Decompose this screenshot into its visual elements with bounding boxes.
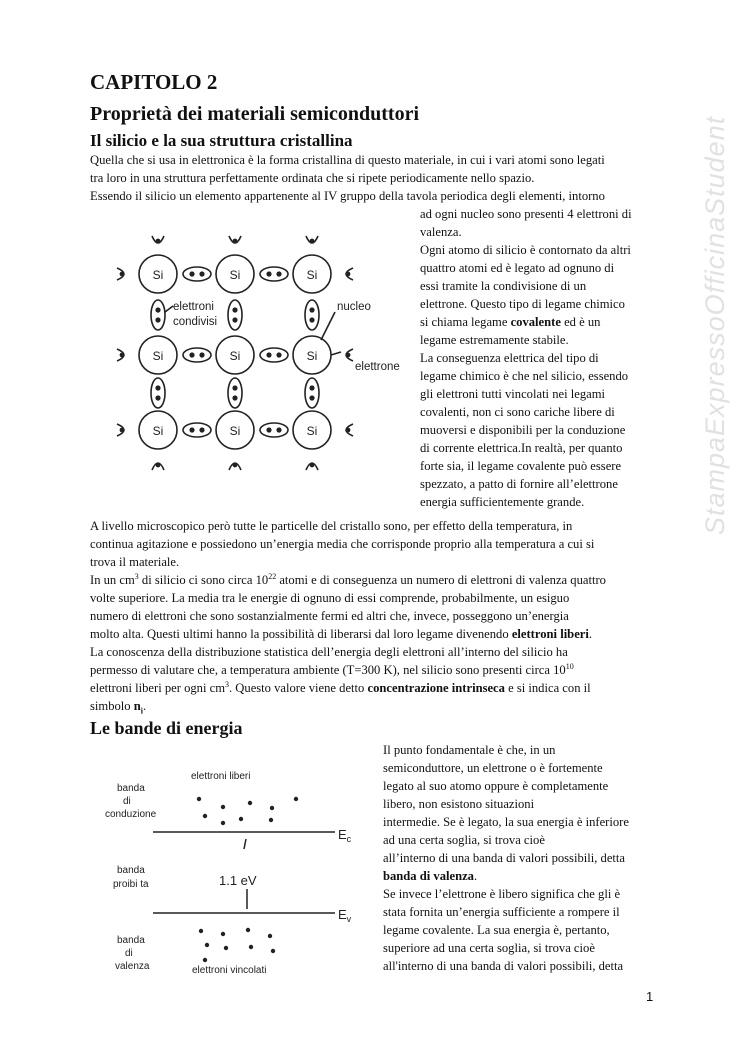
atom-label: Si — [152, 349, 164, 363]
label-gap: proibi ta — [113, 879, 149, 890]
atom-label: Si — [152, 424, 164, 438]
label-shared-electrons: elettroni — [173, 301, 214, 313]
label-ec: $E_c$ — [338, 827, 352, 844]
label-conduction: banda — [117, 783, 145, 794]
label-electron: elettrone — [355, 361, 400, 373]
atom-label: Si — [306, 268, 318, 282]
text-line: In un $cm^3$ di silicio ci sono circa $10^{22}$ atomi e di conseguenza un numero di elettroni di valenza quattro — [90, 571, 606, 587]
text-line: valenza. — [420, 225, 462, 239]
section1-intro-text — [90, 151, 605, 205]
text-line: simbolo $n_i$. — [90, 699, 147, 716]
text-line: essi tramite la condivisione di un — [420, 279, 587, 293]
text-line: tra loro in una struttura perfettamente ordinata che si ripete periodicamente nello spazio. — [90, 171, 535, 185]
text-line: molto alta. Questi ultimi hanno la possibilità di liberarsi dal loro legame divenendo elettroni liberi. — [90, 627, 593, 641]
section2-side-text — [383, 741, 629, 975]
section-heading-silicon: Il silicio e la sua struttura cristallina — [90, 131, 353, 150]
text-line: quattro atomi ed è legato ad ognuno di — [420, 261, 615, 275]
bound-electrons-dots — [199, 928, 275, 962]
atom-label: Si — [152, 268, 164, 282]
text-line: stata fornita un’energia sufficiente a rompere il — [383, 905, 620, 919]
text-line: covalenti, non ci sono cariche libere di — [420, 405, 615, 419]
label-valence: banda — [117, 935, 145, 946]
label-gap: banda — [117, 865, 145, 876]
text-line: volte superiore. La media tra le energie di ognuno di essi comprende, probabilmente, un esiguo — [90, 591, 570, 605]
text-line: Il punto fondamentale è che, in un — [383, 743, 556, 757]
label-shared-electrons-2: condivisi — [173, 316, 218, 328]
text-line: Quella che si usa in elettronica è la forma cristallina di questo materiale, in cui i vari atomi sono legati — [90, 153, 605, 167]
text-line: ad ogni nucleo sono presenti 4 elettroni di — [420, 207, 632, 221]
label-nucleus: nucleo — [337, 301, 371, 313]
label-valence: di — [125, 948, 133, 959]
atom-label: Si — [306, 349, 318, 363]
label-valence: valenza — [115, 961, 150, 972]
text-line: A livello microscopico però tutte le particelle del cristallo sono, per effetto della temperatura, in — [90, 519, 573, 533]
text-line: trova il materiale. — [90, 555, 180, 569]
section-heading-energy-bands: Le bande di energia — [90, 718, 243, 738]
section1-body-text — [90, 517, 606, 715]
text-line: legame estremamente stabile. — [420, 333, 569, 347]
text-line: legato al suo atomo oppure è completamente — [383, 779, 609, 793]
band-gap-value: 1.1 eV — [219, 873, 257, 888]
text-line: legame chimico è che nel silicio, essendo — [420, 369, 629, 383]
section1-side-text — [420, 205, 632, 511]
text-line: Se invece l’elettrone è libero significa che gli è — [383, 887, 621, 901]
text-line: permesso di valutare che, a temperatura ambiente (T=300 K), nel silicio sono presenti circa $10^{10}$ — [90, 661, 574, 677]
atom-label: Si — [229, 424, 241, 438]
text-line: Ogni atomo di silicio è contornato da altri — [420, 243, 631, 257]
text-line: superiore ad una certa soglia, si trova cioè — [383, 941, 595, 955]
label-conduction: conduzione — [105, 809, 157, 820]
energy-band-diagram — [95, 763, 365, 983]
text-line: legame covalente. La sua energia è, pertanto, — [383, 923, 610, 937]
chapter-title: Proprietà dei materiali semiconduttori — [90, 103, 420, 125]
chapter-heading: CAPITOLO 2 — [90, 70, 218, 94]
text-line: La conseguenza elettrica del tipo di — [420, 351, 599, 365]
text-line: Essendo il silicio un elemento appartenente al IV gruppo della tavola periodica degli elementi, intorno — [90, 189, 605, 203]
page-number: 1 — [646, 989, 654, 1004]
text-line: ad una certa soglia, si trova cioè — [383, 833, 545, 847]
text-line: elettroni liberi per ogni $cm^3$. Questo valore viene detto concentrazione intrinseca e si indica con il — [90, 679, 591, 695]
free-electrons-dots — [197, 797, 298, 825]
text-line: spezzato, a patto di fornire all’elettrone — [420, 477, 618, 491]
text-line: energia sufficientemente grande. — [420, 495, 585, 509]
text-line: semiconduttore, un elettrone o è fortemente — [383, 761, 603, 775]
label-free-electrons: elettroni liberi — [191, 771, 251, 782]
text-line: gli elettroni tutti vincolati nei legami — [420, 387, 606, 401]
text-line: di corrente elettrica.In realtà, per quanto — [420, 441, 623, 455]
atom-label: Si — [306, 424, 318, 438]
label-conduction: di — [123, 796, 131, 807]
text-line: forte sia, il legame covalente può essere — [420, 459, 622, 473]
text-line: si chiama legame covalente ed è un — [420, 315, 601, 329]
text-line: numero di elettroni che sono sostanzialmente fermi ed altri che, invece, posseggono un’energia — [90, 609, 569, 623]
atom-label: Si — [229, 268, 241, 282]
text-line: elettrone. Questo tipo di legame chimico — [420, 297, 625, 311]
text-line: muoversi e disponibili per la conduzione — [420, 423, 626, 437]
text-line: all'interno di una banda di valori possibili, detta — [383, 959, 624, 973]
label-bound-electrons: elettroni vincolati — [192, 965, 267, 976]
label-ev: $E_v$ — [338, 907, 352, 924]
text-line: libero, non esistono situazioni — [383, 797, 535, 811]
text-line: La conoscenza della distribuzione statistica dell’energia degli elettroni all’interno del silicio ha — [90, 645, 568, 659]
text-line: all’interno di una banda di valori possibili, detta — [383, 851, 626, 865]
text-line: continua agitazione e possiedono un’energia media che corrisponde proprio alla temperatura a cui si — [90, 537, 595, 551]
silicon-lattice-diagram — [105, 228, 415, 478]
text-line: banda di valenza. — [383, 869, 478, 883]
text-line: intermedie. Se è legato, la sua energia è inferiore — [383, 815, 629, 829]
atom-label: Si — [229, 349, 241, 363]
